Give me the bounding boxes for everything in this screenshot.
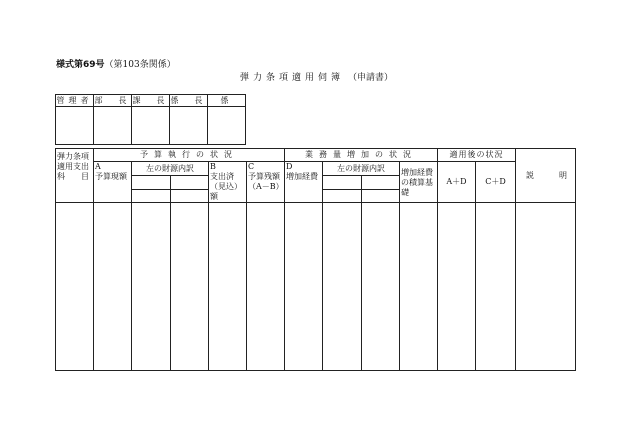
col-b-spent	[209, 162, 247, 203]
group-workload-increase: 業務量増加の状況	[285, 149, 438, 162]
group-budget-execution: 予算執行の状況	[94, 149, 285, 162]
col-b-label: 支出済 （見込） 額	[210, 172, 242, 201]
approval-stamp-table	[55, 94, 246, 145]
body-cell	[132, 203, 171, 371]
col-c-plus-d: C＋D	[476, 162, 516, 203]
explanation-char-2: 明	[559, 170, 568, 180]
col-c-remaining	[247, 162, 285, 203]
form-reference: （第103条関係）	[104, 60, 176, 70]
col-funding-breakdown: 左の財源内訳	[132, 162, 209, 176]
body-cell	[400, 203, 438, 371]
approval-stamp-box	[132, 107, 170, 145]
document-title	[240, 70, 393, 83]
body-cell	[438, 203, 476, 371]
col-c-label: 予算残額 （A－B）	[248, 172, 284, 191]
body-cell	[247, 203, 285, 371]
body-cell	[323, 203, 362, 371]
body-cell	[94, 203, 132, 371]
approval-stamp-box	[170, 107, 208, 145]
col-c-letter: C	[248, 162, 255, 171]
approval-header-director: 部 長	[94, 95, 131, 105]
explanation-char-1: 説	[526, 170, 535, 180]
funding-sub-cell	[171, 189, 209, 202]
approval-stamp-box	[208, 107, 246, 145]
approval-stamp-box	[94, 107, 132, 145]
body-cell	[285, 203, 323, 371]
body-cell	[476, 203, 516, 371]
approval-stamp-box	[56, 107, 94, 145]
body-cell	[362, 203, 400, 371]
approval-header-section-chief: 課 長	[132, 95, 169, 105]
funding-sub-cell	[132, 189, 171, 202]
body-cell	[209, 203, 247, 371]
col-d-letter: D	[286, 162, 293, 171]
body-cell-expense-item	[56, 203, 94, 371]
col-a-letter: A	[95, 162, 101, 171]
col-funding-breakdown-2: 左の財源内訳	[323, 162, 400, 176]
approval-header-manager: 管理者	[56, 95, 93, 105]
funding-sub-cell	[171, 176, 209, 189]
col-d-increase	[285, 162, 323, 203]
funding-sub-cell	[362, 189, 400, 202]
col-d-label: 増加経費	[286, 172, 319, 181]
funding-sub-cell	[132, 176, 171, 189]
funding-sub-cell	[362, 176, 400, 189]
col-a-budget-current	[94, 162, 132, 203]
approval-header-staff: 係	[208, 95, 246, 107]
body-cell	[171, 203, 209, 371]
approval-header-subsection-chief: 係 長	[170, 95, 207, 105]
form-number-label: 様式第69号	[56, 60, 105, 70]
funding-sub-cell	[323, 176, 362, 189]
title-text: 弾力条項適用伺簿	[240, 73, 345, 83]
row-header-expense-item: 弾力条項 適用支出 科 目	[56, 149, 94, 203]
application-table	[55, 148, 576, 371]
col-explanation	[516, 149, 576, 203]
funding-sub-cell	[323, 189, 362, 202]
body-cell-explanation	[516, 203, 576, 371]
col-a-label: 予算現額	[95, 172, 127, 181]
col-a-plus-d: A＋D	[438, 162, 476, 203]
col-b-letter: B	[210, 162, 216, 171]
group-after-application: 適用後の状況	[438, 149, 516, 162]
form-number	[56, 57, 176, 70]
col-calculation-basis: 増加経費 の積算基 礎	[400, 162, 438, 203]
title-subtitle: （申請書）	[348, 73, 394, 83]
